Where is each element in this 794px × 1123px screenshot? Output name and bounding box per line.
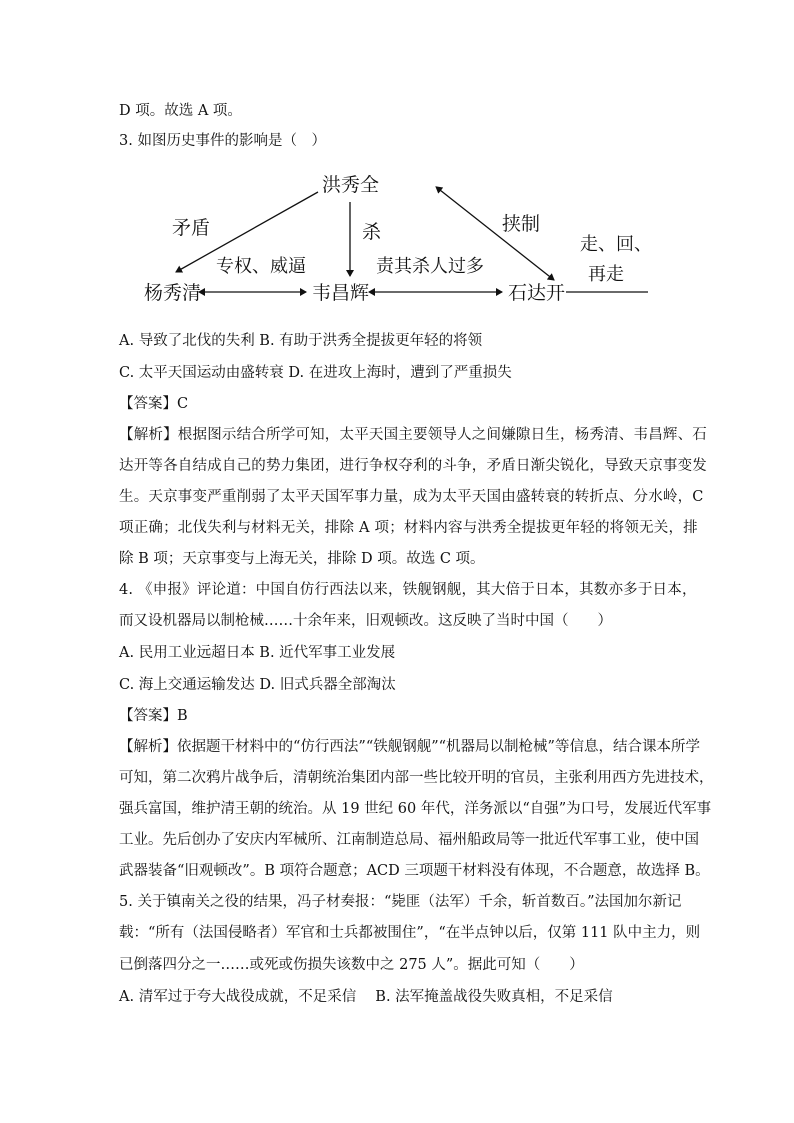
text-line: D 项。故选 A 项。 [119,103,242,119]
label-maodun: 矛盾 [172,217,211,239]
relationship-diagram [140,168,660,308]
question-5-cont: 已倒落四分之一……或死或伤损失该数中之 275 人”。据此可知（ ） [119,957,584,973]
question-3: 3. 如图历史事件的影响是（ ） [119,133,326,149]
label-zhuanquan: 专权、威逼 [216,256,306,277]
answer-line: 【答案】C [119,396,189,412]
explanation-line: 【解析】依据题干材料中的“仿行西法”“铁舰钢舰”“机器局以制枪械”等信息，结合课本所学 [119,739,700,755]
explanation-line: 强兵富国，维护清王朝的统治。从 19 世纪 60 年代，洋务派以“自强”为口号，发展近代军事 [119,801,712,817]
answer-line: 【答案】B [119,708,188,724]
explanation-line: 项正确；北伐失利与材料无关，排除 A 项；材料内容与洪秀全提拔更年轻的将领无关，排 [119,520,698,536]
option-line: C. 太平天国运动由盛转衰 D. 在进攻上海时，遭到了严重损失 [119,365,512,381]
label-sha: 杀 [362,221,382,243]
explanation-line: 【解析】根据图示结合所学可知，太平天国主要领导人之间嫌隙日生，杨秀清、韦昌辉、石 [119,427,707,443]
node-yang-xiuqing: 杨秀清 [144,282,202,304]
question-5: 5. 关于镇南关之役的结果，冯子材奏报：“毙匪（法军）千余，斩首数百。”法国加尔新记 [119,894,682,910]
option-line: C. 海上交通运输发达 D. 旧式兵器全部淘汰 [119,677,396,693]
question-5-cont: 载：“所有（法国侵略者）军官和士兵都被围住”，“在半点钟以后，仅第 111 队中主力，则 [119,925,701,941]
explanation-line: 生。天京事变严重削弱了太平天国军事力量，成为太平天国由盛转衰的转折点、分水岭，C [119,489,704,505]
node-shi-dakai: 石达开 [508,282,566,304]
node-hong-xiuquan: 洪秀全 [322,174,380,196]
label-zeqi: 责其杀人过多 [376,256,484,277]
option-line: A. 导致了北伐的失利 B. 有助于洪秀全提拔更年轻的将领 [119,333,483,349]
node-wei-changhui: 韦昌辉 [312,282,370,304]
explanation-line: 除 B 项；天京事变与上海无关，排除 D 项。故选 C 项。 [119,551,485,567]
option-line: A. 民用工业远超日本 B. 近代军事工业发展 [119,645,396,661]
explanation-line: 武器装备“旧观顿改”。B 项符合题意；ACD 三项题干材料没有体现，不合题意，故选择 B。 [119,863,710,879]
label-zou2: 再走 [588,264,624,285]
question-4: 4. 《申报》评论道：中国自仿行西法以来，铁舰钢舰，其大倍于日本，其数亦多于日本， [119,582,697,598]
label-zou1: 走、回、 [580,234,652,255]
explanation-line: 可知，第二次鸦片战争后，清朝统治集团内部一些比较开明的官员，主张利用西方先进技术， [119,770,714,786]
option-line: A. 清军过于夸大战役成就，不足采信 B. 法军掩盖战役失败真相，不足采信 [119,989,613,1005]
explanation-line: 工业。先后创办了安庆内军械所、江南制造总局、福州船政局等一批近代军事工业，使中国 [119,832,699,848]
question-4-cont: 而又设机器局以制枪械……十余年来，旧观顿改。这反映了当时中国（ ） [119,613,612,629]
label-xiezhi: 挟制 [502,213,541,235]
explanation-line: 达开等各自结成自己的势力集团，进行争权夺利的斗争，矛盾日渐尖锐化，导致天京事变发 [119,458,707,474]
